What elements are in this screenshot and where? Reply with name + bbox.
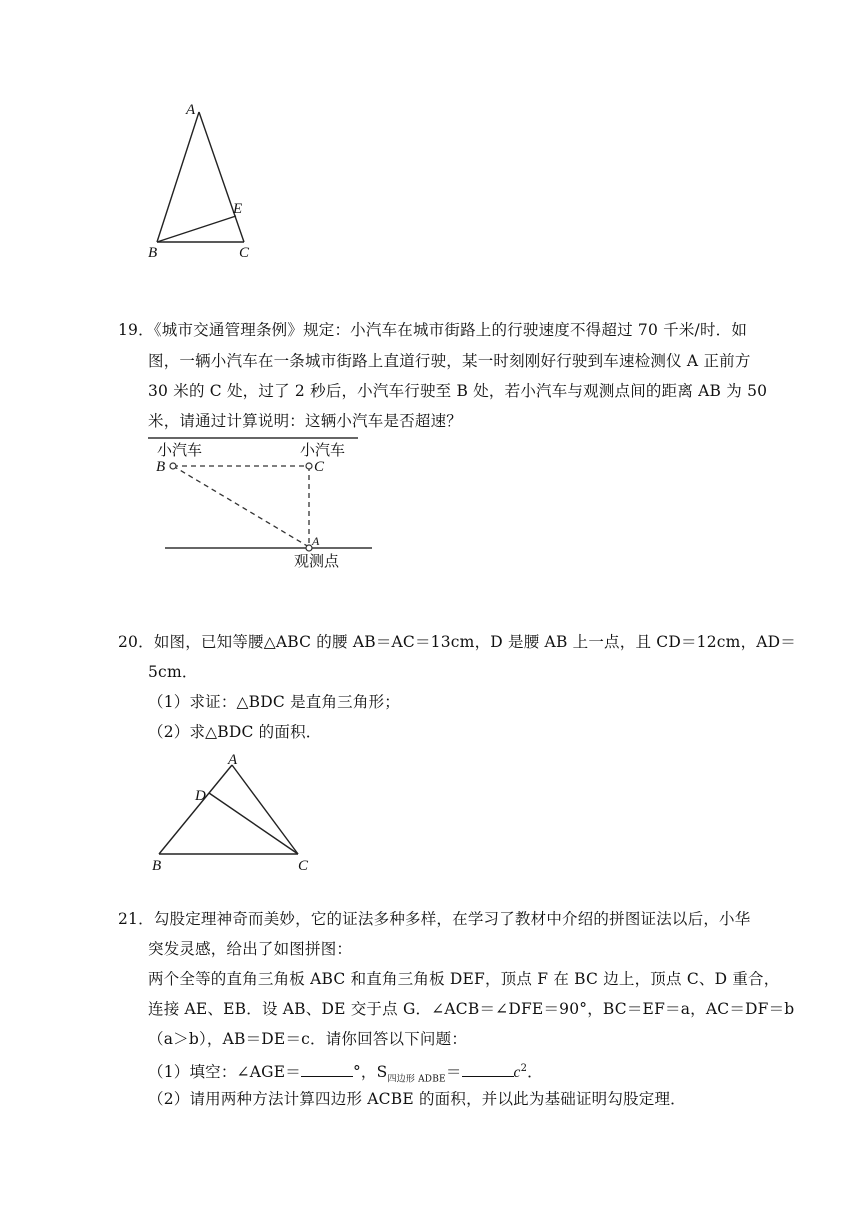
figure-triangle-abe: [140, 98, 260, 263]
q20-line-2: 5cm．: [148, 663, 198, 681]
answer-blank-angle[interactable]: [301, 1062, 353, 1077]
label-observer: 观测点: [294, 552, 340, 570]
q21-line-4: 连接 AE、EB．设 AB、DE 交于点 G．∠ACB＝∠DFE＝90°，BC＝EF＝a，AC＝DF＝b: [148, 1000, 795, 1018]
label-a: A: [312, 534, 320, 548]
q19-line-1: 19．《城市交通管理条例》规定：小汽车在城市街路上的行驶速度不得超过 70 千米/时．如: [118, 321, 748, 339]
q21-part-1-prefix: （1）填空：∠AGE＝: [148, 1063, 301, 1082]
exponent: 2: [520, 1063, 528, 1074]
segment-ab: [157, 112, 199, 242]
label-c: C: [239, 245, 250, 261]
label-b: B: [152, 858, 162, 874]
figure-isosceles-triangle: [140, 748, 320, 878]
q20-line-1: 20．如图，已知等腰△ABC 的腰 AB＝AC＝13cm，D 是腰 AB 上一点，且 CD＝12cm，AD＝: [118, 633, 796, 651]
q21-line-1: 21．勾股定理神奇而美妙，它的证法多种多样，在学习了教材中介绍的拼图证法以后，小华: [118, 910, 751, 928]
point-b: [170, 463, 176, 469]
q19-line-4: 米，请通过计算说明：这辆小汽车是否超速？: [148, 412, 463, 430]
period: ．: [527, 1063, 543, 1082]
q21-part-2: （2）请用两种方法计算四边形 ACBE 的面积，并以此为基础证明勾股定理．: [148, 1090, 686, 1108]
degree-sign: °: [352, 1063, 361, 1082]
answer-blank-area[interactable]: [462, 1062, 514, 1077]
label-c: C: [314, 459, 325, 475]
figure-speed-check: [140, 430, 380, 575]
segment-ac: [232, 765, 298, 854]
q21-part-1-mid: ，S: [360, 1063, 388, 1082]
label-car-left: 小汽车: [157, 441, 203, 459]
label-car-right: 小汽车: [300, 441, 346, 459]
q21-part-1: [148, 1059, 543, 1089]
area-subscript: 四边形 ADBE: [387, 1074, 446, 1085]
segment-ac: [199, 112, 244, 242]
q20-part-2: （2）求△BDC 的面积．: [148, 723, 322, 741]
q21-line-2: 突发灵感，给出了如图拼图：: [148, 940, 353, 958]
q19-line-3: 30 米的 C 处，过了 2 秒后，小汽车行驶至 B 处，若小汽车与观测点间的距离 AB 为 50: [148, 382, 768, 400]
label-b: B: [156, 459, 166, 475]
variable-c: c: [513, 1064, 521, 1082]
q19-line-2: 图，一辆小汽车在一条城市街路上直道行驶，某一时刻刚好行驶到车速检测仪 A 正前方: [148, 352, 751, 370]
segment-ab: [159, 765, 232, 854]
label-a: A: [186, 102, 196, 118]
dashed-ba: [173, 466, 309, 547]
label-d: D: [195, 788, 206, 804]
equals-sign: ＝: [445, 1063, 462, 1082]
segment-be: [157, 216, 236, 242]
segment-dc: [209, 793, 298, 854]
q21-line-3: 两个全等的直角三角板 ABC 和直角三角板 DEF，顶点 F 在 BC 边上，顶点 C、D 重合，: [148, 970, 780, 988]
label-e: E: [233, 201, 243, 217]
label-c: C: [298, 858, 309, 874]
point-c: [306, 463, 312, 469]
q20-part-1: （1）求证：△BDC 是直角三角形；: [148, 693, 400, 711]
label-b: B: [148, 245, 158, 261]
label-a: A: [228, 752, 238, 768]
q21-line-5: （a＞b），AB＝DE＝c．请你回答以下问题：: [148, 1030, 468, 1048]
